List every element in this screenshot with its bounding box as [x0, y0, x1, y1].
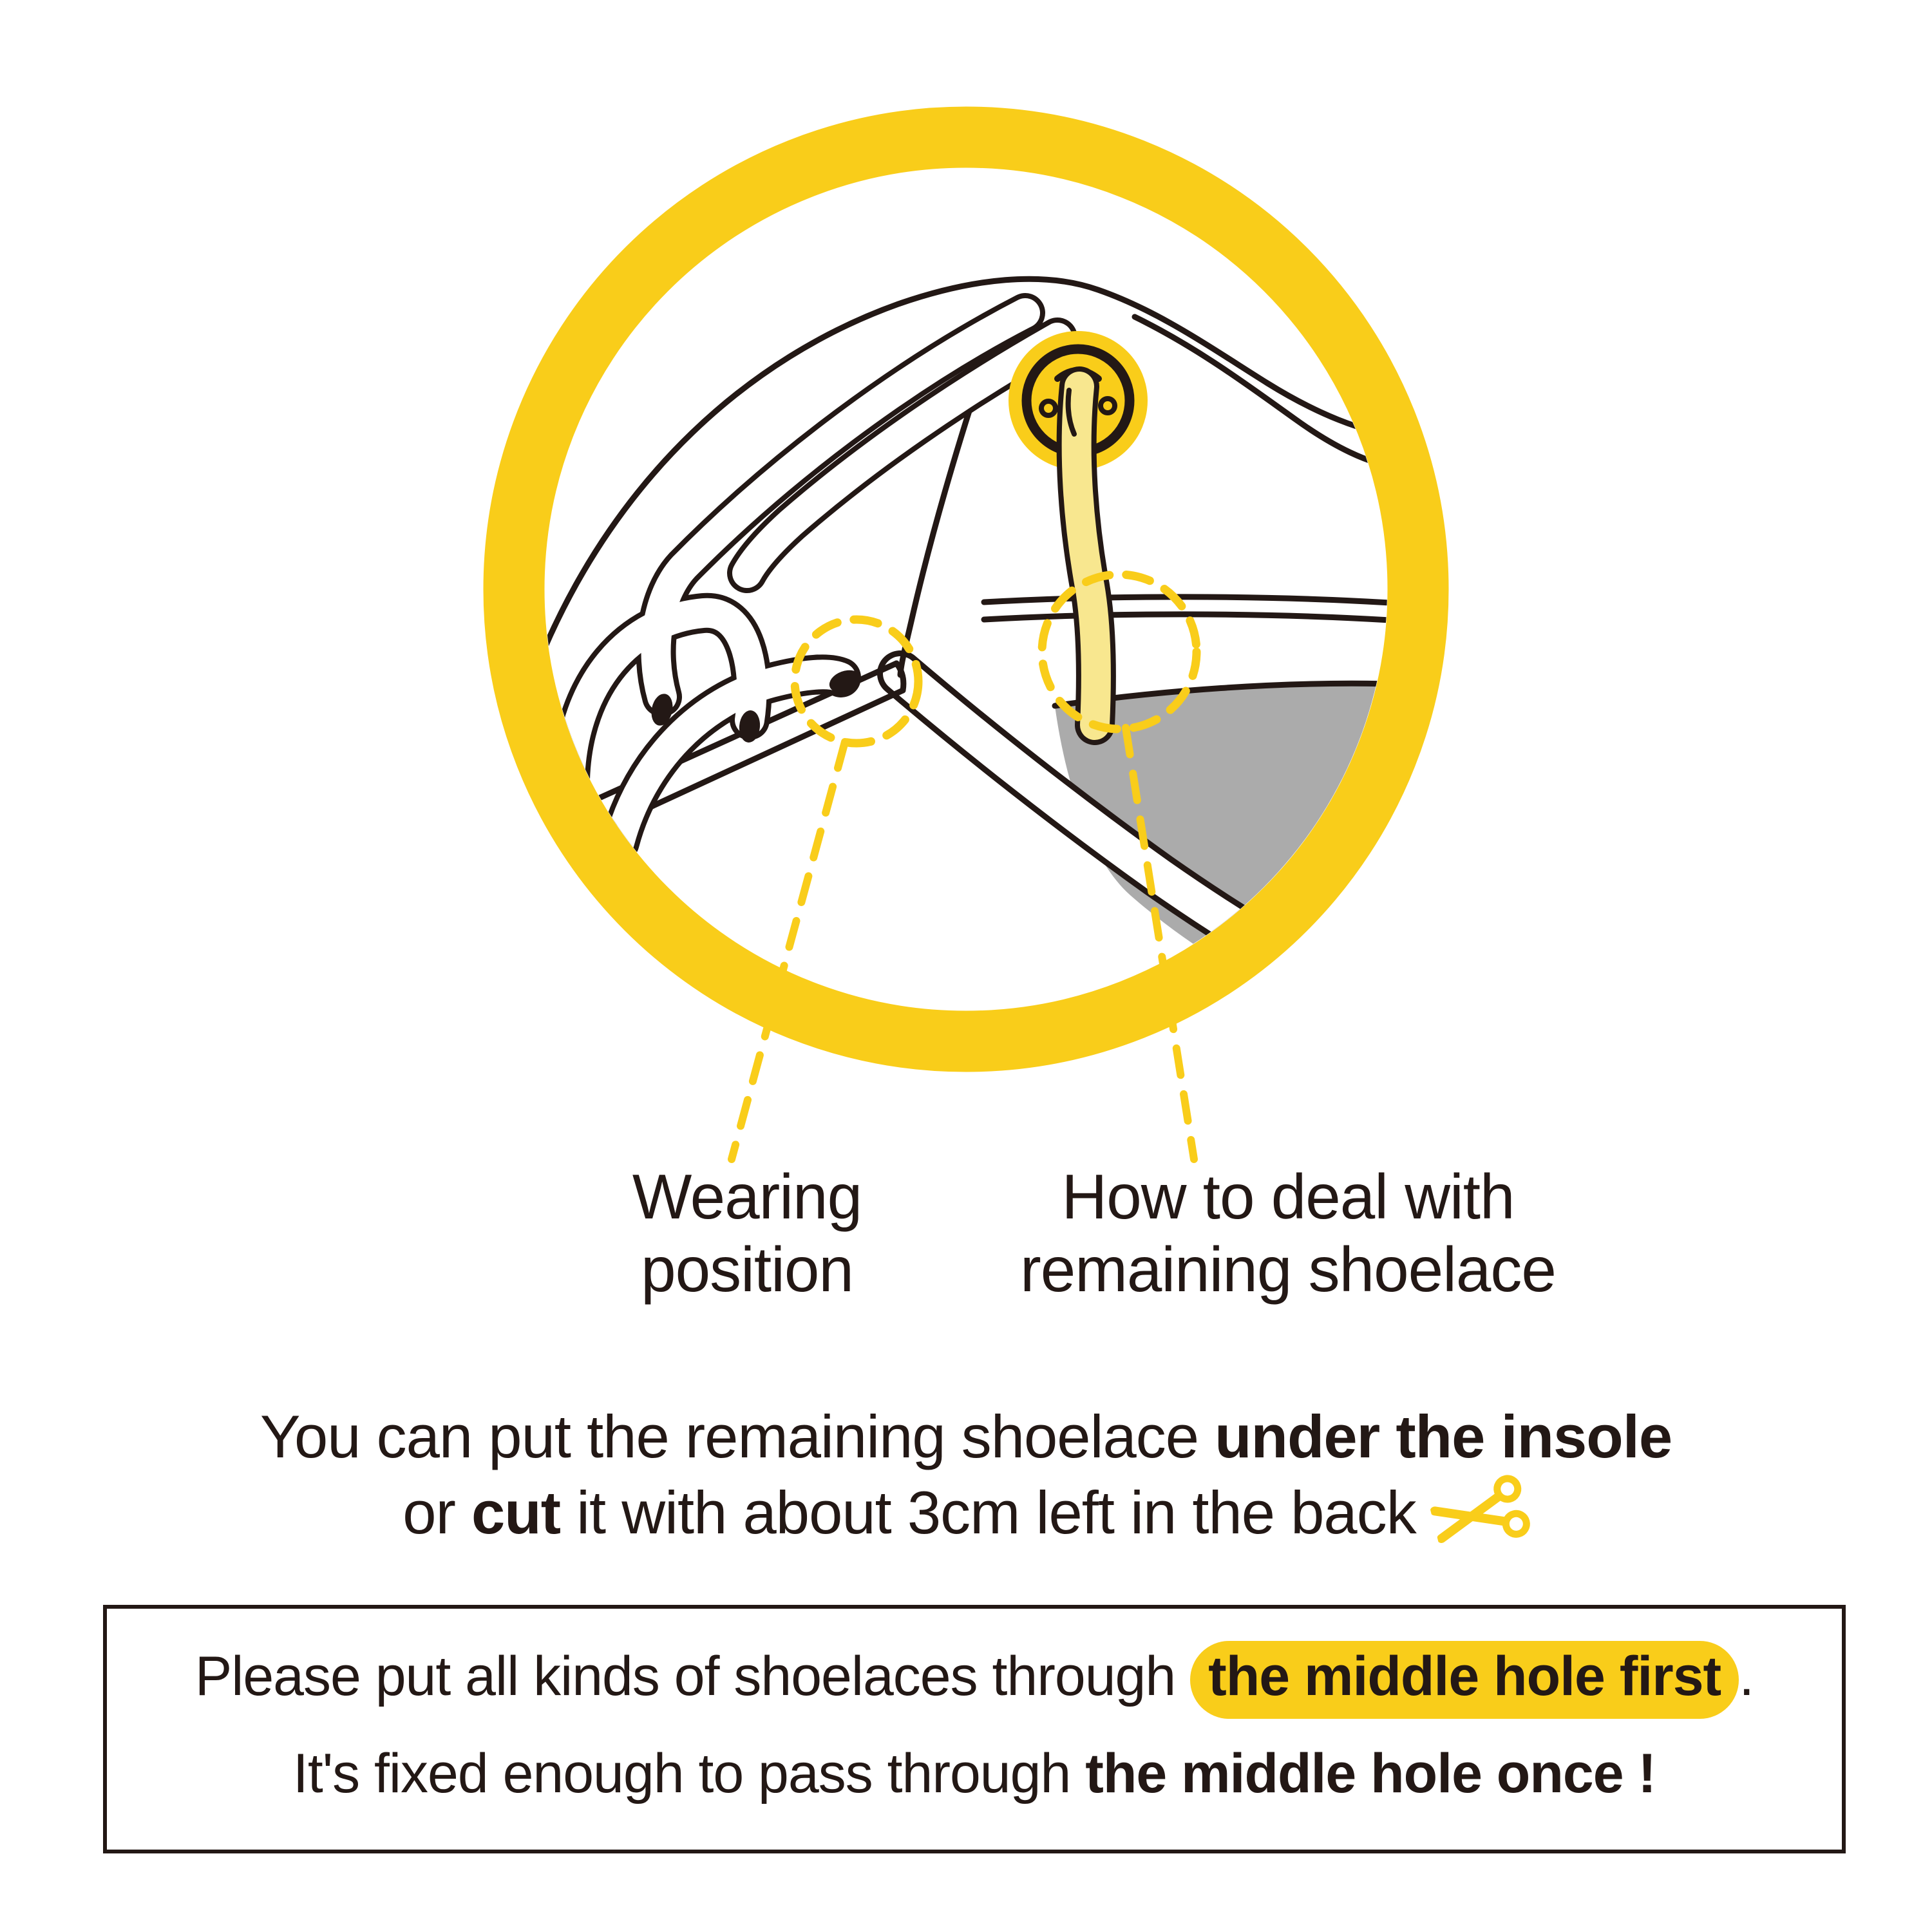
- notice-line1: Please put all kinds of shoelaces through the middle hole first .: [107, 1641, 1842, 1719]
- callout-line: remaining shoelace: [1020, 1234, 1556, 1305]
- scissors-icon: [1426, 1470, 1536, 1558]
- button-right-eye-icon: [1101, 399, 1115, 413]
- highlight-pill: the middle hole first: [1190, 1641, 1739, 1719]
- notice-line2: It's fixed enough to pass through the middle hole once !: [292, 1743, 1656, 1804]
- notice-box: [103, 1605, 1846, 1853]
- callout-line: How to deal with: [1061, 1161, 1515, 1232]
- paragraph-line1: You can put the remaining shoelace under the insole: [260, 1403, 1672, 1470]
- remaining-shoelace: [1068, 386, 1096, 725]
- callout-remaining-shoelace: [889, 1160, 1687, 1306]
- callout-line: Wearing: [632, 1161, 862, 1232]
- button-left-eye-icon: [1041, 401, 1056, 415]
- callout-line: position: [641, 1234, 853, 1305]
- explanation-paragraph: [97, 1399, 1835, 1551]
- paragraph-line2: or cut it with about 3cm left in the back: [97, 1475, 1835, 1551]
